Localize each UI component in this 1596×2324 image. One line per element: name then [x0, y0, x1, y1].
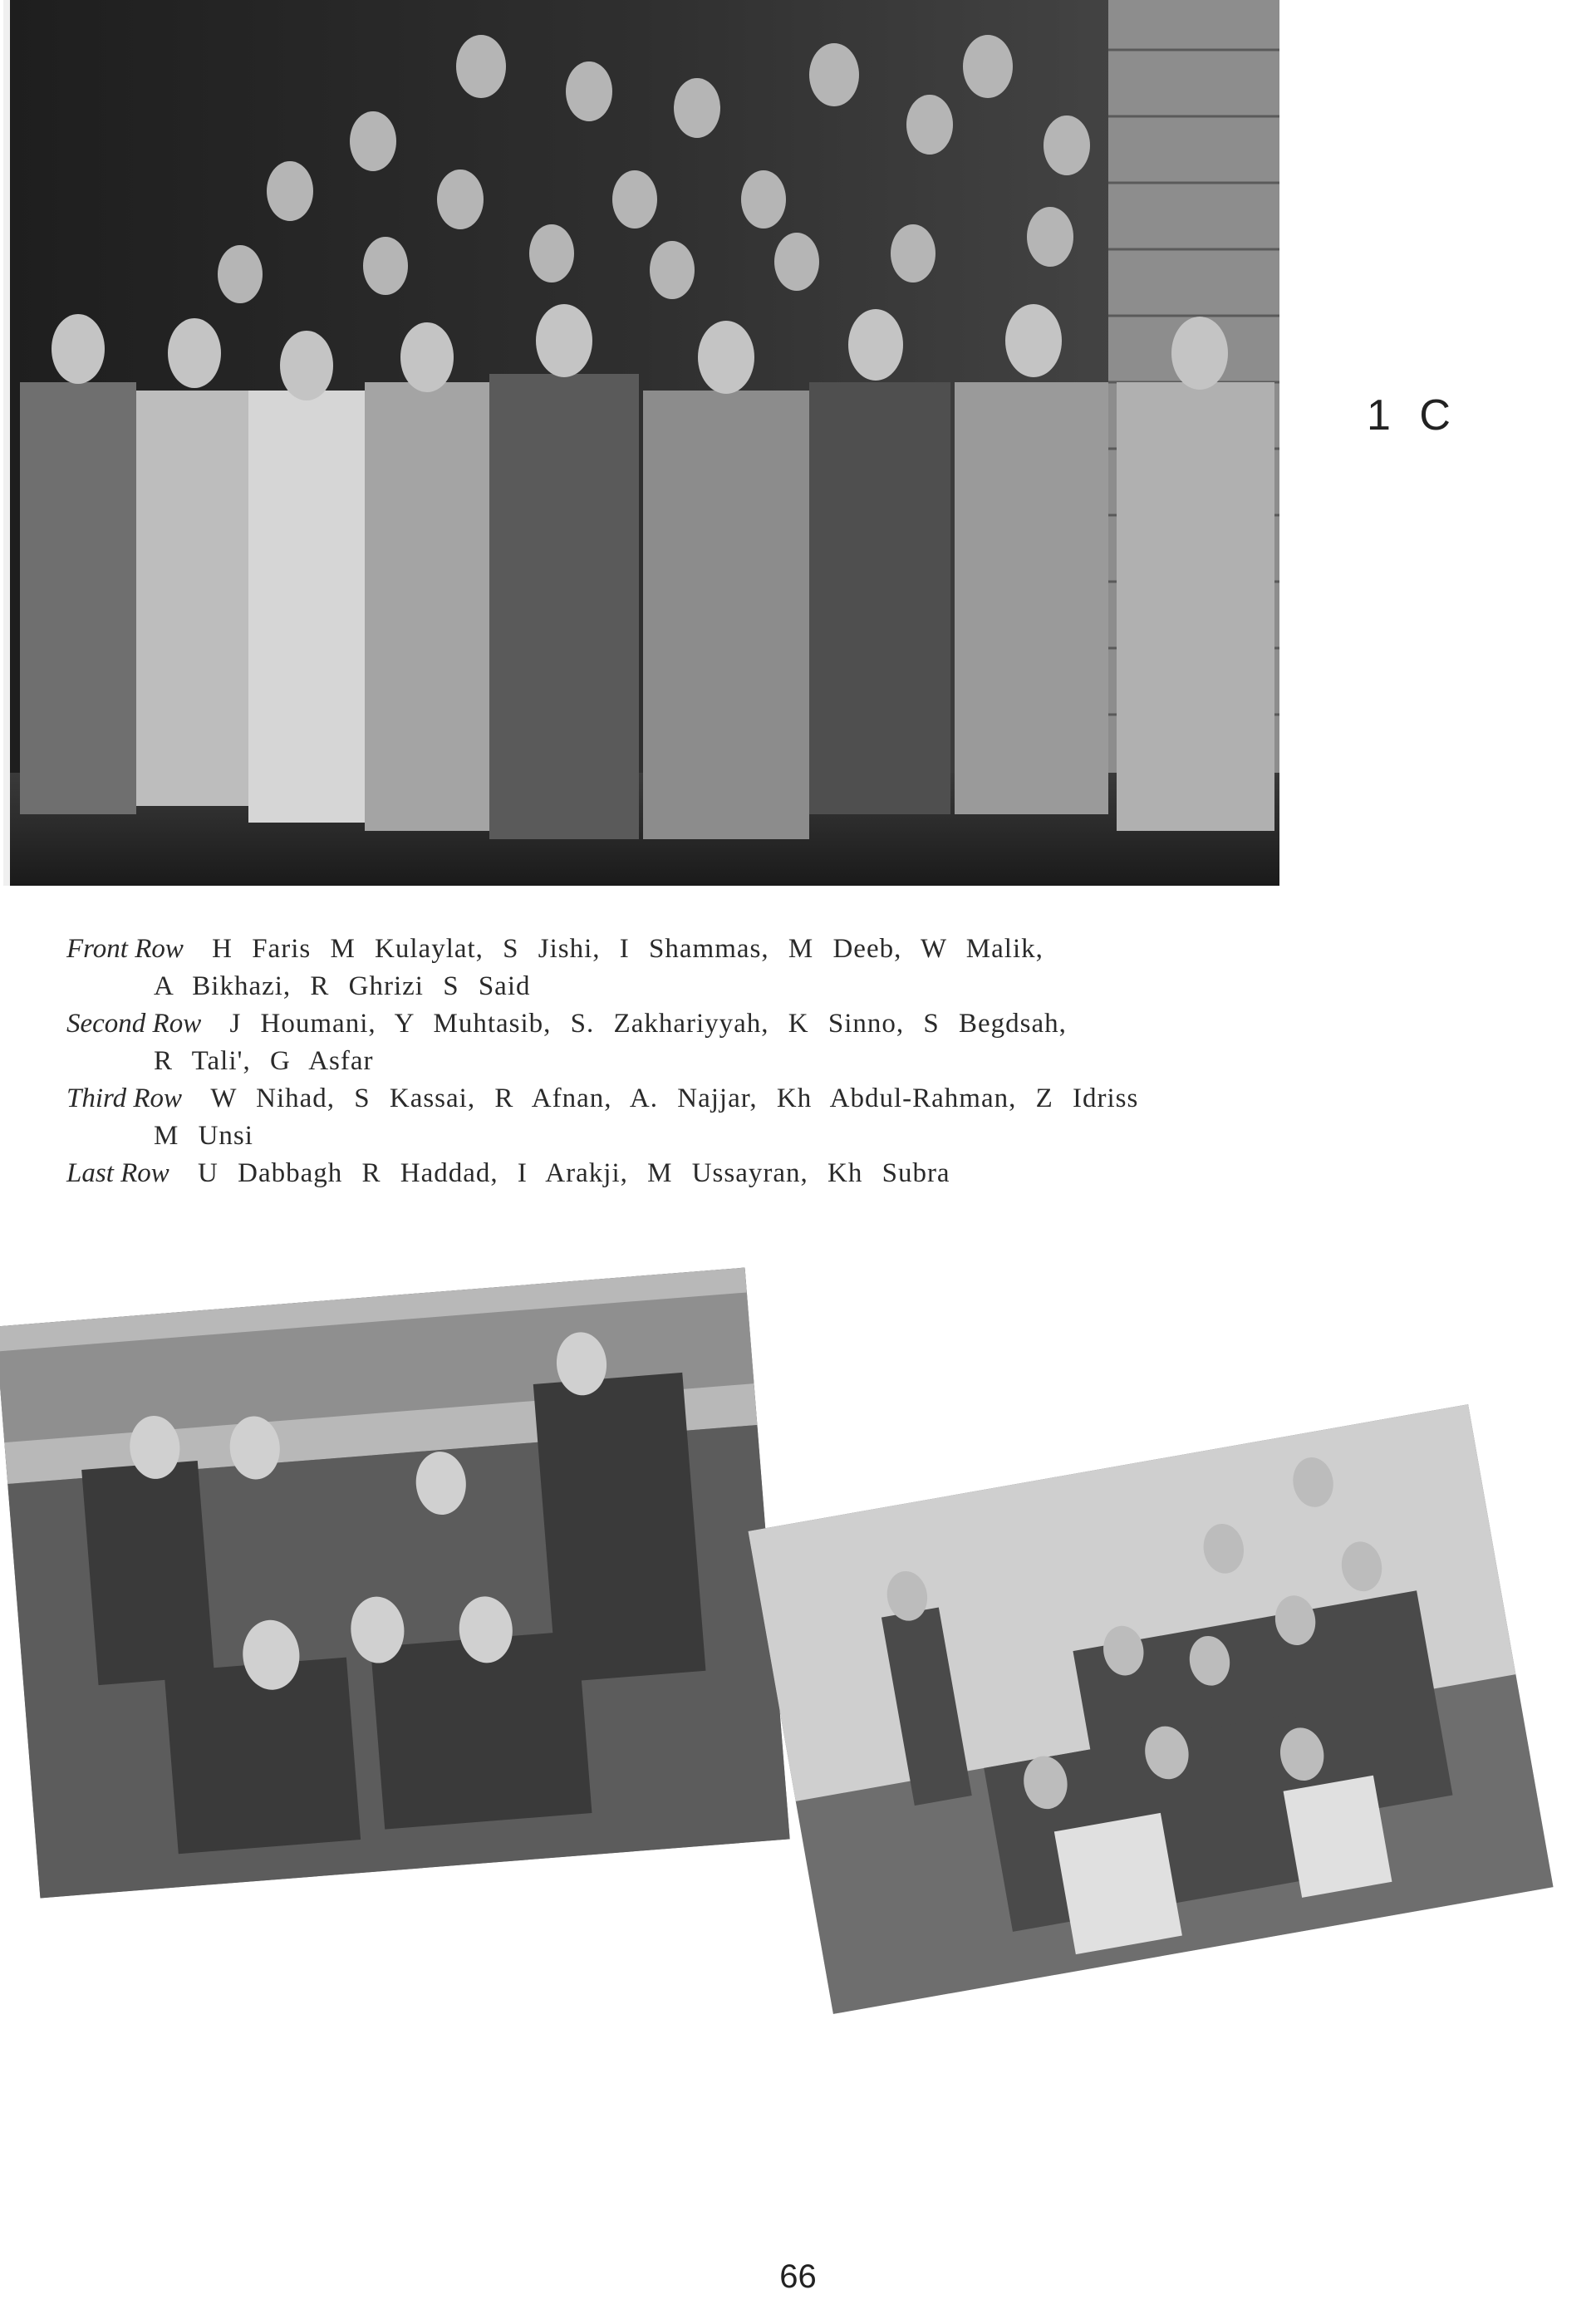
row-label: Third Row	[66, 1083, 183, 1113]
candid-photo-left	[0, 1268, 790, 1899]
caption-front-row	[66, 931, 1279, 1005]
caption-second-row	[66, 1005, 1279, 1080]
caption-block	[66, 931, 1279, 1192]
row-names: U Dabbagh R Haddad, I Arakji, M Ussayran, Kh Subra	[198, 1158, 950, 1188]
caption-third-row	[66, 1080, 1279, 1155]
row-names: H Faris M Kulaylat, S Jishi, I Shammas, M Deeb, W Malik,	[212, 934, 1044, 964]
row-names-continued: R Tali', G Asfar	[154, 1046, 374, 1076]
caption-last-row	[66, 1155, 1279, 1192]
row-label: Front Row	[66, 934, 184, 964]
row-names: W Nihad, S Kassai, R Afnan, A. Najjar, Kh Abdul-Rahman, Z Idriss	[210, 1083, 1139, 1113]
class-label: 1 C	[1367, 391, 1459, 440]
candid-photo-right	[748, 1404, 1553, 2014]
row-label: Second Row	[66, 1009, 202, 1039]
row-label: Last Row	[66, 1158, 169, 1188]
class-group-photo	[3, 0, 1279, 886]
row-names: J Houmani, Y Muhtasib, S. Zakhariyyah, K Sinno, S Begdsah,	[229, 1009, 1067, 1039]
page-number: 66	[779, 2258, 817, 2295]
row-names-continued: A Bikhazi, R Ghrizi S Said	[154, 971, 531, 1001]
row-names-continued: M Unsi	[154, 1121, 253, 1151]
